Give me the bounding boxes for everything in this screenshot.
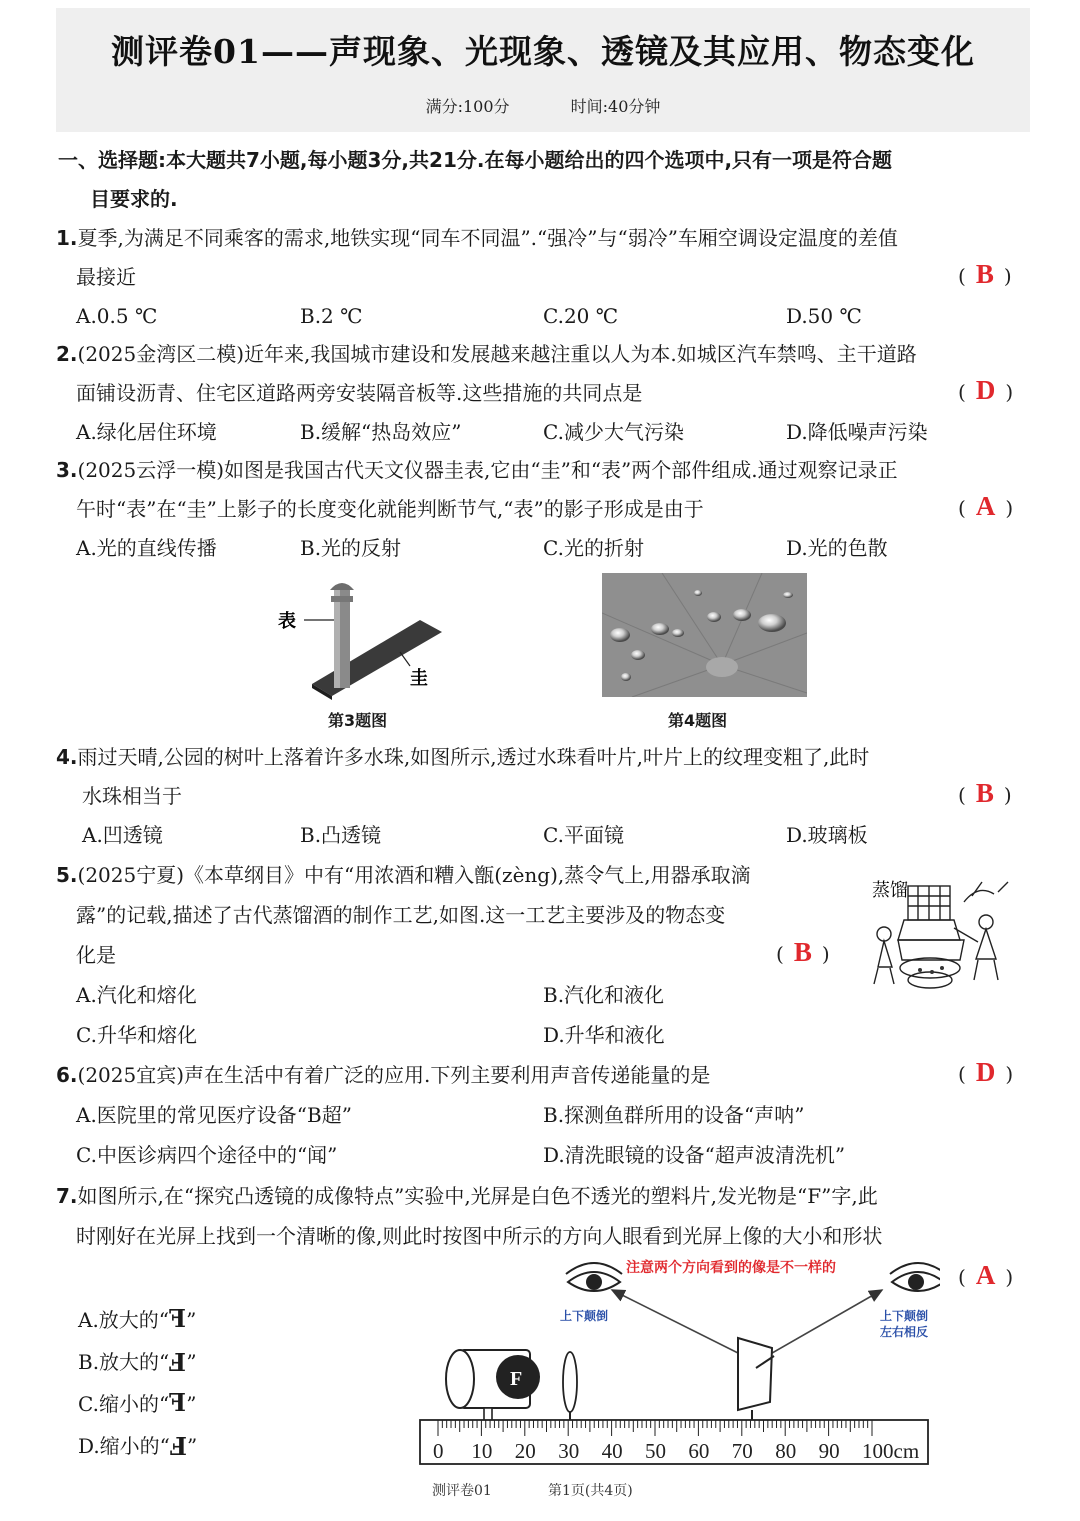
ruler-tick-label: 10 xyxy=(471,1439,493,1463)
optical-bench-ruler xyxy=(420,1420,928,1464)
fig4-water-drops-image xyxy=(602,573,807,697)
q4-answer: B xyxy=(975,778,994,808)
q7-stem xyxy=(56,1183,878,1209)
q1-option-c: C.20 ℃ xyxy=(543,304,619,328)
q4-line1: 雨过天晴,公园的树叶上落着许多水珠,如图所示,透过水珠看叶片,叶片上的纹理变粗了,此时 xyxy=(77,745,870,769)
q4-option-a: A.凹透镜 xyxy=(82,823,163,847)
ray-to-left-eye xyxy=(612,1290,752,1360)
footer-page: 第1页(共4页) xyxy=(548,1483,633,1499)
q6-option-c: C.中医诊病四个途径中的“闻” xyxy=(76,1143,338,1167)
q3-line2: 午时“表”在“圭”上影子的长度变化就能判断节气,“表”的影子形成是由于 xyxy=(76,497,704,521)
header-banner xyxy=(56,8,1030,132)
q2-number: 2. xyxy=(56,342,78,366)
q6-option-b: B.探测鱼群所用的设备“声呐” xyxy=(543,1103,805,1127)
q3-stem xyxy=(56,457,898,483)
q3-answer: A xyxy=(975,491,996,521)
q6-answer-bracket: ( D ) xyxy=(958,1057,1014,1087)
ray-to-right-eye xyxy=(760,1290,882,1360)
q6-line1: (2025宜宾)声在生活中有着广泛的应用.下列主要利用声音传递能量的是 xyxy=(77,1063,711,1087)
convex-lens xyxy=(563,1352,577,1422)
q2-option-c: C.减少大气污染 xyxy=(543,420,684,444)
q5-answer-bracket: ( B ) xyxy=(776,937,830,967)
q7-answer: A xyxy=(975,1260,996,1290)
q5-line2: 露”的记载,描述了古代蒸馏酒的制作工艺,如图.这一工艺主要涉及的物态变 xyxy=(76,903,726,927)
q4-line2: 水珠相当于 xyxy=(82,784,182,808)
q7-note-red: 注意两个方向看到的像是不一样的 xyxy=(626,1260,836,1276)
q3-option-c: C.光的折射 xyxy=(543,536,644,560)
ruler-tick-label: 30 xyxy=(558,1439,580,1463)
q5-line3: 化是 xyxy=(76,943,116,967)
q5-stem xyxy=(56,862,751,888)
q5-option-b: B.汽化和液化 xyxy=(543,983,665,1007)
q1-option-a: A.0.5 ℃ xyxy=(76,304,158,328)
exam-info xyxy=(56,94,1030,117)
fig3-caption: 第3题图 xyxy=(328,711,388,730)
q7-note-right-2: 左右相反 xyxy=(880,1325,929,1339)
ruler-tick-label: 70 xyxy=(731,1439,753,1463)
light-source xyxy=(446,1350,540,1422)
q5-number: 5. xyxy=(56,863,78,887)
ruler-tick-label: 80 xyxy=(775,1439,797,1463)
q7-option-c-glyph: F xyxy=(169,1388,187,1417)
q6-stem xyxy=(56,1062,710,1088)
q5-option-c: C.升华和熔化 xyxy=(76,1023,197,1047)
q1-number: 1. xyxy=(56,226,78,250)
q6-answer: D xyxy=(975,1057,996,1087)
fig3-label-gui: 圭 xyxy=(410,668,428,689)
source-letter: F xyxy=(510,1368,523,1390)
fig4-caption: 第4题图 xyxy=(668,711,728,730)
footer-paper: 测评卷01 xyxy=(432,1483,492,1499)
q5-line1: (2025宁夏)《本草纲目》中有“用浓酒和糟入甑(zèng),蒸令气上,用器承取滴 xyxy=(77,863,751,887)
q3-number: 3. xyxy=(56,458,78,482)
ruler-tick-label: 100cm xyxy=(862,1439,920,1463)
q4-option-b: B.凸透镜 xyxy=(300,823,382,847)
q5-answer: B xyxy=(793,937,812,967)
q1-option-d: D.50 ℃ xyxy=(786,304,862,328)
q7-option-b-glyph: F xyxy=(169,1347,187,1376)
q7-option-d: D.缩小的“F” xyxy=(78,1431,198,1460)
q2-line2: 面铺设沥青、住宅区道路两旁安装隔音板等.这些措施的共同点是 xyxy=(76,381,643,405)
q2-option-a: A.绿化居住环境 xyxy=(76,420,217,444)
left-eye-icon xyxy=(566,1263,622,1291)
q7-number: 7. xyxy=(56,1184,78,1208)
q7-option-a: A.放大的“F” xyxy=(78,1304,197,1333)
light-screen xyxy=(738,1338,774,1422)
q2-answer: D xyxy=(975,375,996,405)
q2-stem xyxy=(56,341,917,367)
exam-time: 时间:40分钟 xyxy=(570,97,661,116)
q3-answer-bracket: ( A ) xyxy=(958,491,1014,521)
q3-option-b: B.光的反射 xyxy=(300,536,402,560)
q7-option-a-glyph: F xyxy=(169,1304,187,1333)
q7-note-left: 上下颠倒 xyxy=(560,1309,609,1323)
q6-option-d: D.清洗眼镜的设备“超声波清洗机” xyxy=(543,1143,846,1167)
ruler-tick-label: 40 xyxy=(601,1439,623,1463)
q5-distillation-image xyxy=(868,872,1014,990)
ruler-tick-label: 20 xyxy=(514,1439,536,1463)
q2-answer-bracket: ( D ) xyxy=(958,375,1014,405)
q1-answer: B xyxy=(975,259,994,289)
q2-option-b: B.缓解“热岛效应” xyxy=(300,420,462,444)
q5-option-a: A.汽化和熔化 xyxy=(76,983,197,1007)
fig3-guibiao-image xyxy=(270,572,460,702)
q3-option-a: A.光的直线传播 xyxy=(76,536,217,560)
q1-stem xyxy=(56,225,898,251)
q4-option-c: C.平面镜 xyxy=(543,823,624,847)
q7-line1: 如图所示,在“探究凸透镜的成像特点”实验中,光屏是白色不透光的塑料片,发光物是“F”字,此 xyxy=(77,1184,878,1208)
q4-stem xyxy=(56,744,869,770)
ruler-tick-label: 0 xyxy=(433,1439,444,1463)
q7-line2: 时刚好在光屏上找到一个清晰的像,则此时按图中所示的方向人眼看到光屏上像的大小和形状 xyxy=(76,1224,883,1248)
q7-option-b: B.放大的“F” xyxy=(78,1347,197,1376)
q1-line2: 最接近 xyxy=(76,265,136,289)
q1-option-b: B.2 ℃ xyxy=(300,304,363,328)
section-heading-line1: 一、选择题:本大题共7小题,每小题3分,共21分.在每小题给出的四个选项中,只有一项是符合题 xyxy=(58,148,893,172)
q7-answer-bracket: ( A ) xyxy=(958,1260,1014,1290)
ruler-tick-label: 50 xyxy=(645,1439,666,1463)
q7-option-d-glyph: F xyxy=(169,1431,187,1460)
q6-number: 6. xyxy=(56,1063,78,1087)
q5-image-label: 蒸馏 xyxy=(872,880,908,901)
q4-number: 4. xyxy=(56,745,78,769)
section-heading-line2: 目要求的. xyxy=(90,187,178,211)
q1-line1: 夏季,为满足不同乘客的需求,地铁实现“同车不同温”.“强冷”与“弱冷”车厢空调设定温度的差值 xyxy=(77,226,898,250)
ruler-tick-label: 90 xyxy=(818,1439,840,1463)
page-title: 测评卷01——声现象、光现象、透镜及其应用、物态变化 xyxy=(111,32,975,71)
q3-option-d: D.光的色散 xyxy=(786,536,888,560)
q7-lens-experiment-diagram xyxy=(400,1252,940,1474)
q2-line1: (2025金湾区二模)近年来,我国城市建设和发展越来越注重以人为本.如城区汽车禁鸣、主干道路 xyxy=(77,342,917,366)
q7-option-c: C.缩小的“F” xyxy=(78,1388,197,1417)
full-score: 满分:100分 xyxy=(425,97,510,116)
q5-option-d: D.升华和液化 xyxy=(543,1023,665,1047)
q3-line1: (2025云浮一模)如图是我国古代天文仪器圭表,它由“圭”和“表”两个部件组成.通过观察记录正 xyxy=(77,458,898,482)
q4-answer-bracket: ( B ) xyxy=(958,778,1012,808)
q2-option-d: D.降低噪声污染 xyxy=(786,420,928,444)
q7-note-right-1: 上下颠倒 xyxy=(880,1309,929,1323)
right-eye-icon xyxy=(890,1263,940,1291)
fig3-label-biao: 表 xyxy=(278,611,296,632)
ruler-tick-label: 60 xyxy=(688,1439,710,1463)
q1-answer-bracket: ( B ) xyxy=(958,259,1012,289)
q4-option-d: D.玻璃板 xyxy=(786,823,868,847)
q6-option-a: A.医院里的常见医疗设备“B超” xyxy=(76,1103,352,1127)
